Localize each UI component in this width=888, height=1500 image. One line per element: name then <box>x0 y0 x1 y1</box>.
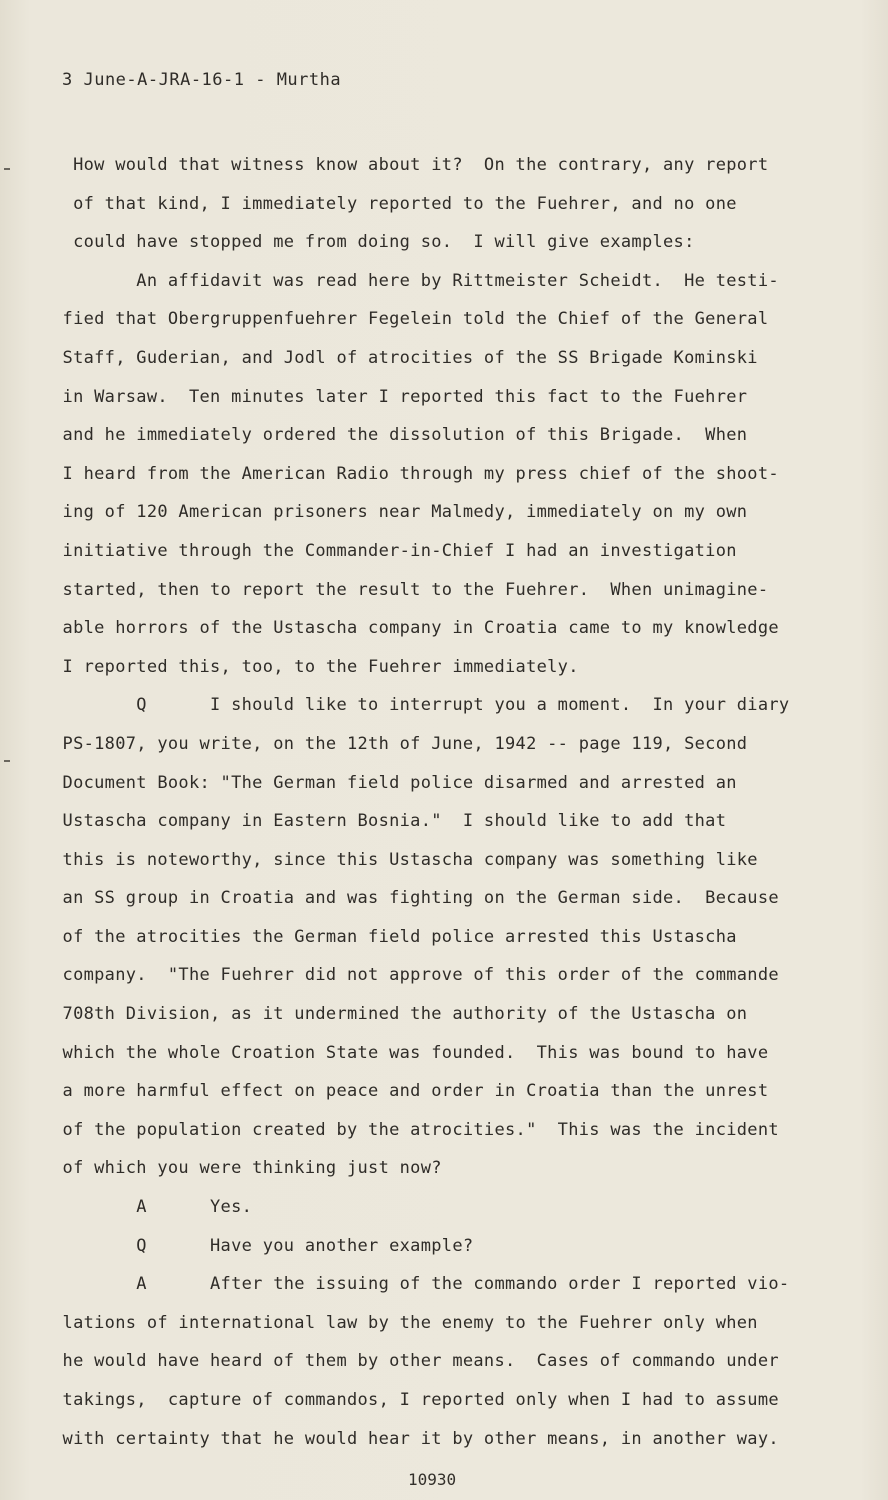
text-line: company. "The Fuehrer did not approve of this order of the commande <box>52 965 779 986</box>
text-line: How would that witness know about it? On the contrary, any report <box>52 155 769 175</box>
text-line: Ustascha company in Eastern Bosnia." I should like to add that <box>52 811 727 832</box>
document-header: 3 June-A-JRA-16-1 - Murtha <box>62 70 342 90</box>
page-number: 10930 <box>408 1470 457 1489</box>
text-line: PS-1807, you write, on the 12th of June, 1942 -- page 119, Second <box>52 733 748 754</box>
text-line: in Warsaw. Ten minutes later I reported this fact to the Fuehrer <box>52 386 748 407</box>
text-line: Q I should like to interrupt you a moment. In your diary <box>52 695 790 716</box>
text-line: Document Book: "The German field police disarmed and arrested an <box>52 772 737 793</box>
text-line: an SS group in Croatia and was fighting on the German side. Because <box>52 888 779 909</box>
text-line: able horrors of the Ustascha company in Croatia came to my knowledge <box>52 618 779 639</box>
text-line: ing of 120 American prisoners near Malmedy, immediately on my own <box>52 502 748 523</box>
text-line: of the population created by the atrocities." This was the incident <box>52 1119 779 1140</box>
text-line: this is noteworthy, since this Ustascha company was something like <box>52 849 758 870</box>
text-line: takings, capture of commandos, I reported only when I had to assume <box>52 1390 779 1410</box>
text-line: Q Have you another example? <box>52 1235 474 1256</box>
text-line: A Yes. <box>52 1197 253 1218</box>
edge-mark <box>4 168 10 170</box>
text-line: he would have heard of them by other means. Cases of commando under <box>52 1351 779 1372</box>
text-line: with certainty that he would hear it by other means, in another way. <box>52 1428 779 1449</box>
text-line: fied that Obergruppenfuehrer Fegelein told the Chief of the General <box>52 309 769 330</box>
text-line: of the atrocities the German field police arrested this Ustascha <box>52 926 737 947</box>
text-line: initiative through the Commander-in-Chief I had an investigation <box>52 540 737 561</box>
text-line: I heard from the American Radio through my press chief of the shoot- <box>52 463 779 484</box>
text-line: of which you were thinking just now? <box>52 1158 442 1179</box>
text-line: An affidavit was read here by Rittmeister Scheidt. He testi- <box>52 270 779 291</box>
text-line: a more harmful effect on peace and order in Croatia than the unrest <box>52 1081 769 1102</box>
text-line: 708th Division, as it undermined the authority of the Ustascha on <box>52 1004 748 1025</box>
text-line: of that kind, I immediately reported to the Fuehrer, and no one <box>52 193 737 214</box>
text-line: Staff, Guderian, and Jodl of atrocities of the SS Brigade Kominski <box>52 347 758 368</box>
text-line: I reported this, too, to the Fuehrer immediately. <box>52 656 579 677</box>
text-line: and he immediately ordered the dissolution of this Brigade. When <box>52 425 748 446</box>
text-line: could have stopped me from doing so. I will give examples: <box>52 232 695 253</box>
text-line: A After the issuing of the commando order I reported vio- <box>52 1274 790 1295</box>
text-line: which the whole Croation State was founded. This was bound to have <box>52 1042 769 1063</box>
text-line: lations of international law by the enemy to the Fuehrer only when <box>52 1312 758 1333</box>
transcript-body <box>52 146 848 1458</box>
edge-mark <box>4 760 10 762</box>
text-line: started, then to report the result to the Fuehrer. When unimagine- <box>52 579 769 600</box>
